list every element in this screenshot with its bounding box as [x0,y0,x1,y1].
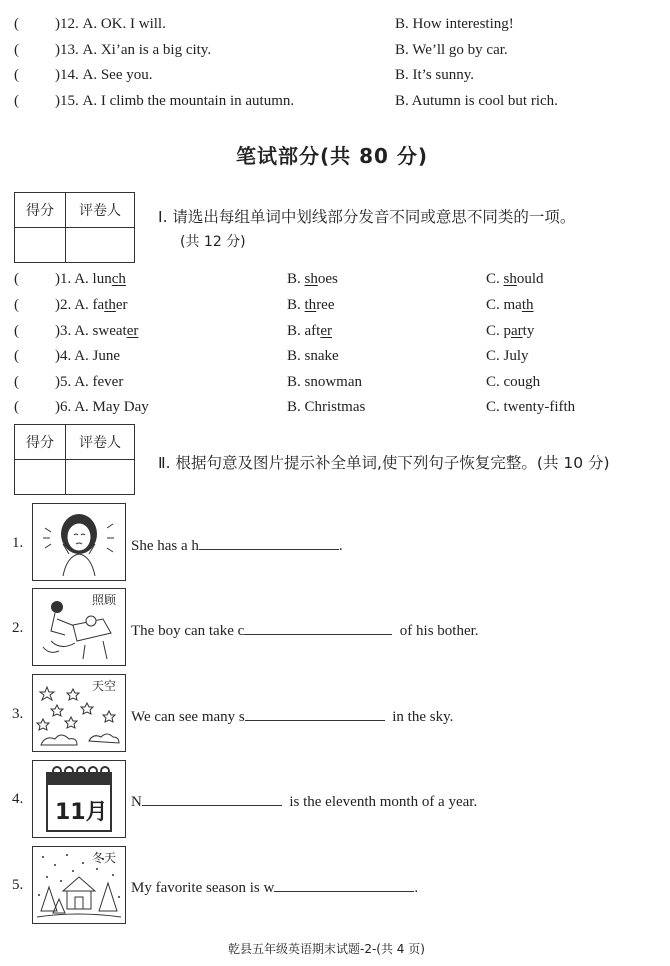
sentence [131,877,418,897]
answer-paren-open[interactable]: ( [14,16,19,32]
question-row: ( )5. A. fever [14,374,124,390]
question-number: 4. [60,348,72,364]
option-c-text: C. p [486,323,512,339]
headache-icon [33,504,125,580]
sentence-text: We can see many s [131,709,245,725]
answer-blank[interactable] [199,535,339,550]
option-a: A. See you. [82,67,153,83]
option-a: A. June [74,348,121,364]
sentence-end: in the sky. [392,709,454,725]
option-b-text: B. aft [287,323,321,339]
option-c-text: C. ma [486,297,522,313]
option-a: A. lun [74,271,112,287]
option-c-underline: ar [511,323,523,339]
option-a-rest: er [115,297,128,313]
question-number: 14. [60,67,79,83]
score-cell[interactable] [15,460,66,495]
sentence-text: She has a h [131,538,199,554]
section-1-title: Ⅰ. 请选出每组单词中划线部分发音不同或意思不同类的一项。 [158,208,576,226]
sentence [131,535,343,555]
answer-blank[interactable] [274,877,414,892]
option-b: B. How interesting! [395,16,514,32]
score-label: 得分 [15,425,66,460]
option-c-text: C. [486,271,504,287]
question-row: ( )1. A. lunch [14,271,126,287]
calendar-month: 11月 [55,800,108,825]
answer-paren-close: ) [55,93,60,109]
option-c-underline: th [521,297,534,313]
question-row [14,16,166,33]
answer-paren-close: ) [55,67,60,83]
sentence [131,791,477,811]
option-b-underline: er [320,323,332,339]
picture-caption: 冬天 [92,851,117,865]
page-footer: 乾县五年级英语期末试题-2-(共 4 页) [228,942,425,956]
question-row [14,67,153,84]
option-b-text: B. [287,297,305,313]
question-number: 3. [60,323,72,339]
sentence-text: N [131,794,142,810]
grader-cell[interactable] [66,228,135,263]
question-number: 13. [60,42,79,58]
option-b-underline: sh [304,271,318,287]
option-b [287,271,338,288]
answer-blank[interactable] [142,791,282,806]
option-c [486,297,534,314]
question-number: 2. [60,297,72,313]
option-b-rest: ree [316,297,335,313]
option-b: B. It’s sunny. [395,67,475,83]
question-number: 1. [60,271,72,287]
answer-blank[interactable] [244,620,392,635]
score-cell[interactable] [15,228,66,263]
question-number: 5. [12,877,24,893]
question-row: ( )4. A. June [14,348,121,364]
answer-paren-open[interactable]: ( [14,93,19,109]
score-label: 得分 [15,193,66,228]
option-a: A. I climb the mountain in autumn. [82,93,295,109]
sentence-text: My favorite season is w [131,880,275,896]
question-number: 15. [60,93,79,109]
option-b: B. Christmas [287,399,366,415]
option-b: B. snowman [287,374,362,390]
grader-cell[interactable] [66,460,135,495]
answer-paren-close: ) [55,16,60,32]
score-box [14,424,135,495]
grader-label: 评卷人 [66,193,135,228]
sentence-end: . [414,880,419,896]
grader-label: 评卷人 [66,425,135,460]
answer-paren-open[interactable]: ( [14,67,19,83]
option-a: A. OK. I will. [82,16,166,32]
question-row: ( )2. A. father [14,297,128,313]
sentence-end: of his bother. [399,623,479,639]
option-a-underline: ch [111,271,126,287]
question-number: 6. [60,399,72,415]
question-number: 4. [12,791,24,807]
option-c-rest: ty [522,323,535,339]
answer-blank[interactable] [245,706,385,721]
score-box [14,192,135,263]
option-b-text: B. [287,271,305,287]
question-row: ( )6. A. May Day [14,399,149,415]
section-2-title: Ⅱ. 根据句意及图片提示补全单词,使下列句子恢复完整。(共 10 分) [158,454,610,472]
option-a: A. fever [74,374,124,390]
option-c [486,323,534,340]
question-row: ( )3. A. sweater [14,323,139,339]
option-b: B. snake [287,348,339,364]
option-c: C. twenty-fifth [486,399,576,415]
option-c-underline: sh [503,271,517,287]
calendar-picture [32,760,126,838]
question-row [14,42,211,59]
sentence-end: . [338,538,343,554]
option-a: A. fa [74,297,105,313]
question-number: 12. [60,16,79,32]
headache-picture [32,503,126,581]
picture-caption: 天空 [92,679,117,693]
option-a: A. sweat [74,323,127,339]
option-a: A. May Day [74,399,149,415]
written-part-title: 笔试部分(共 80 分) [236,144,429,168]
option-b [287,297,335,314]
question-number: 2. [12,620,24,636]
option-c [486,271,544,288]
option-b: B. We’ll go by car. [395,42,508,58]
sentence [131,620,479,640]
option-c: C. July [486,348,529,364]
question-row [14,93,294,110]
option-a-underline: th [104,297,116,313]
picture-caption: 照顾 [92,593,117,607]
section-1-points: (共 12 分) [180,234,246,250]
option-c-rest: ould [516,271,544,287]
option-b [287,323,332,340]
answer-paren-close: ) [55,42,60,58]
question-number: 5. [60,374,72,390]
sentence-end: is the eleventh month of a year. [289,794,478,810]
question-number: 3. [12,706,24,722]
option-b-underline: th [304,297,317,313]
option-a: A. Xi’an is a big city. [82,42,212,58]
option-b-rest: oes [317,271,338,287]
answer-paren-open[interactable]: ( [14,42,19,58]
option-a-underline: er [126,323,139,339]
question-number: 1. [12,535,24,551]
option-b: B. Autumn is cool but rich. [395,93,558,109]
option-c: C. cough [486,374,541,390]
sentence [131,706,453,726]
sentence-text: The boy can take c [131,623,245,639]
